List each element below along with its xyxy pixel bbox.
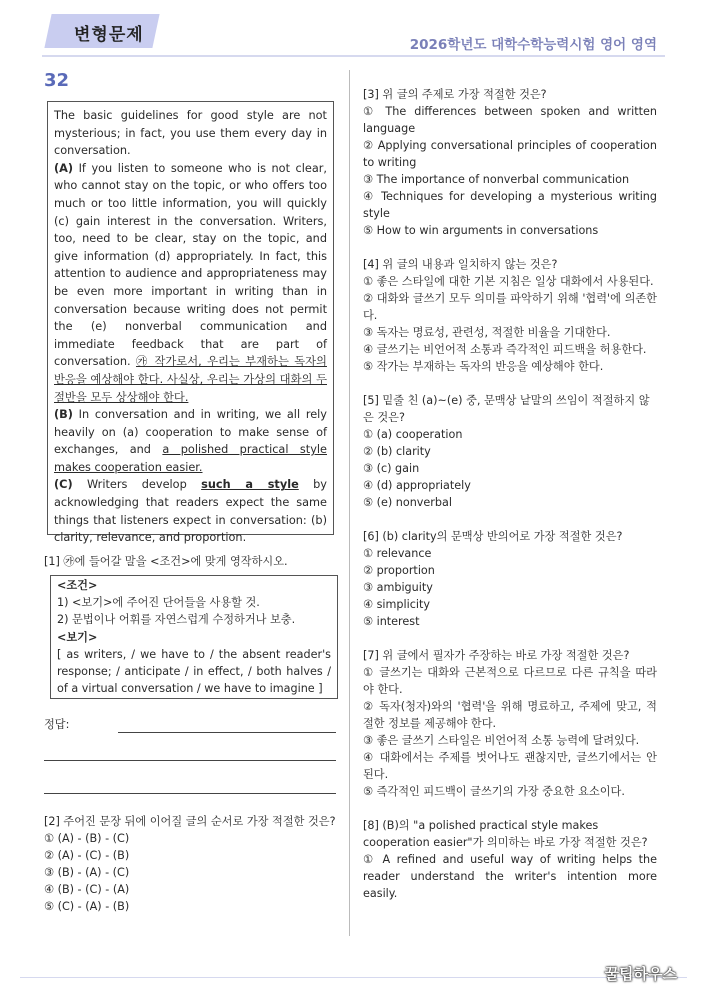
question-3 — [363, 86, 657, 239]
option[interactable]: ① A refined and useful way of writing helps the reader understand the writer's intention more easily. — [363, 853, 657, 900]
passage-intro: The basic guidelines for good style are not mysterious; in fact, you use them every day in conversation. — [54, 109, 327, 158]
option[interactable]: ⑤ (C) - (A) - (B) — [44, 900, 130, 913]
q8-prompt: [8] (B)의 "a polished practical style makes cooperation easier"가 의미하는 바로 가장 적절한 것은? — [363, 819, 648, 849]
question-5 — [363, 392, 657, 511]
passage-b-underline: a polished practical style makes cooperation easier. — [54, 443, 327, 474]
q5-prompt: [5] 밑줄 친 (a)~(e) 중, 문맥상 낱말의 쓰임이 적절하지 않은 것은? — [363, 394, 650, 424]
option[interactable]: ③ The importance of nonverbal communication — [363, 173, 630, 186]
passage-a-underline: ㉮ 작가로서, 우리는 부재하는 독자의 반응을 예상해야 한다. 사실상, 우리는 가상의 대화의 두 절반을 모두 상상해야 한다. — [54, 355, 327, 404]
option[interactable]: ④ (d) appropriately — [363, 479, 471, 492]
column-divider — [349, 70, 350, 936]
option[interactable]: ⑤ How to win arguments in conversations — [363, 224, 599, 237]
question-1 — [44, 553, 336, 699]
passage-a-text: If you listen to someone who is not clear, who cannot stay on the topic, or who offers too much or too little information, you will quickly (c) gain interest in the conversation. Writers, too, need to be clear, stay on the topic, and give information (d) appropriately. In fact, this attention to audience and appropriateness may be even more important in writing than in conversation because writing does not permit the (e) nonverbal communication and immediate feedback that are part of conversation. — [54, 161, 327, 369]
answer-blank-line[interactable] — [44, 793, 336, 794]
condition-box — [50, 575, 338, 699]
right-column — [363, 86, 657, 919]
option[interactable]: ① (A) - (B) - (C) — [44, 832, 130, 845]
q3-prompt: [3] 위 글의 주제로 가장 적절한 것은? — [363, 88, 547, 101]
passage-b — [54, 406, 327, 476]
option[interactable]: ① 글쓰기는 대화와 근본적으로 다르므로 다른 규칙을 따라야 한다. — [363, 666, 657, 696]
option[interactable]: ⑤ 즉각적인 피드백이 글쓰기의 가장 중요한 요소이다. — [363, 785, 625, 798]
option[interactable]: ① (a) cooperation — [363, 428, 463, 441]
option[interactable]: ③ ambiguity — [363, 581, 433, 594]
option[interactable]: ④ (B) - (C) - (A) — [44, 883, 130, 896]
option[interactable]: ③ 좋은 글쓰기 스타일은 비언어적 소통 능력에 달려있다. — [363, 734, 640, 747]
option[interactable]: ⑤ interest — [363, 615, 420, 628]
question-7 — [363, 647, 657, 800]
cond-title: <조건> — [57, 579, 98, 592]
passage-box — [47, 101, 334, 545]
q2-prompt: [2] 주어진 문장 뒤에 이어질 글의 순서로 가장 적절한 것은? — [44, 815, 336, 828]
q4-prompt: [4] 위 글의 내용과 일치하지 않는 것은? — [363, 258, 558, 271]
option[interactable]: ③ (B) - (A) - (C) — [44, 866, 130, 879]
answer-row — [44, 716, 336, 732]
question-8 — [363, 817, 657, 902]
question-6 — [363, 528, 657, 630]
passage-c-text1: Writers develop — [72, 478, 202, 492]
option[interactable]: ⑤ 작가는 부재하는 독자의 반응을 예상해야 한다. — [363, 360, 604, 373]
option[interactable]: ② 독자(청자)와의 '협력'을 위해 명료하고, 주제에 맞고, 적절한 정보를 제공해야 한다. — [363, 700, 657, 730]
answer-blank-line[interactable] — [44, 760, 336, 761]
option[interactable]: ② (b) clarity — [363, 445, 431, 458]
option[interactable]: ② (A) - (C) - (B) — [44, 849, 130, 862]
footer-logo: 꿀팁하우스 — [604, 965, 677, 983]
cond-2: 2) 문법이나 어휘를 자연스럽게 수정하거나 보충. — [57, 613, 296, 627]
q1-prompt: [1] ㉮에 들어갈 말을 <조건>에 맞게 영작하시오. — [44, 555, 288, 568]
option[interactable]: ② 대화와 글쓰기 모두 의미를 파악하기 위해 '협력'에 의존한다. — [363, 292, 657, 322]
label-a: (A) — [54, 161, 74, 175]
question-number: 32 — [44, 70, 70, 91]
answer-line[interactable] — [118, 732, 336, 733]
option[interactable]: ① 좋은 스타일에 대한 기본 지침은 일상 대화에서 사용된다. — [363, 275, 654, 288]
option[interactable]: ② proportion — [363, 564, 435, 577]
option[interactable]: ④ 글쓰기는 비언어적 소통과 즉각적인 피드백을 허용한다. — [363, 343, 647, 356]
q7-prompt: [7] 위 글에서 필자가 주장하는 바로 가장 적절한 것은? — [363, 649, 630, 662]
option[interactable]: ③ 독자는 명료성, 관련성, 적절한 비율을 기대한다. — [363, 326, 611, 339]
label-c: (C) — [54, 478, 73, 492]
question-2 — [44, 813, 336, 915]
option[interactable]: ② Applying conversational principles of cooperation to writing — [363, 139, 657, 169]
passage-c-text2: by acknowledging that readers expect the same things that listeners expect in conversation: (b) clarity, relevance, and proportion. — [54, 478, 327, 545]
footer-divider — [20, 977, 687, 978]
passage-c — [54, 476, 327, 546]
cond-1: 1) <보기>에 주어진 단어들을 사용할 것. — [57, 596, 260, 610]
option[interactable]: ③ (c) gain — [363, 462, 420, 475]
passage-c-bold: such a style — [201, 478, 299, 492]
passage-a — [54, 160, 327, 406]
option[interactable]: ⑤ (e) nonverbal — [363, 496, 452, 509]
header-title: 2026학년도 대학수학능력시험 영어 영역 — [409, 37, 657, 53]
label-b: (B) — [54, 408, 73, 422]
q6-prompt: [6] (b) clarity의 문맥상 반의어로 가장 적절한 것은? — [363, 530, 623, 543]
question-4 — [363, 256, 657, 375]
passage-b-text: In conversation and in writing, we all rely heavily on (a) cooperation to make sense of exchanges, and — [54, 408, 327, 457]
option[interactable]: ④ 대화에서는 주제를 벗어나도 괜찮지만, 글쓰기에서는 안 된다. — [363, 751, 657, 781]
view-words: [ as writers, / we have to / the absent reader's response; / anticipate / in effect, / both halves / of a virtual conversation / we have to imagine ] — [57, 647, 331, 696]
option[interactable]: ① The differences between spoken and written language — [363, 105, 657, 135]
option[interactable]: ① relevance — [363, 547, 432, 560]
header-divider — [42, 55, 665, 57]
option[interactable]: ④ simplicity — [363, 598, 431, 611]
header-badge: 변형문제 — [74, 25, 144, 45]
option[interactable]: ④ Techniques for developing a mysterious writing style — [363, 190, 657, 220]
answer-label: 정답: — [44, 718, 70, 731]
view-title: <보기> — [57, 630, 98, 644]
